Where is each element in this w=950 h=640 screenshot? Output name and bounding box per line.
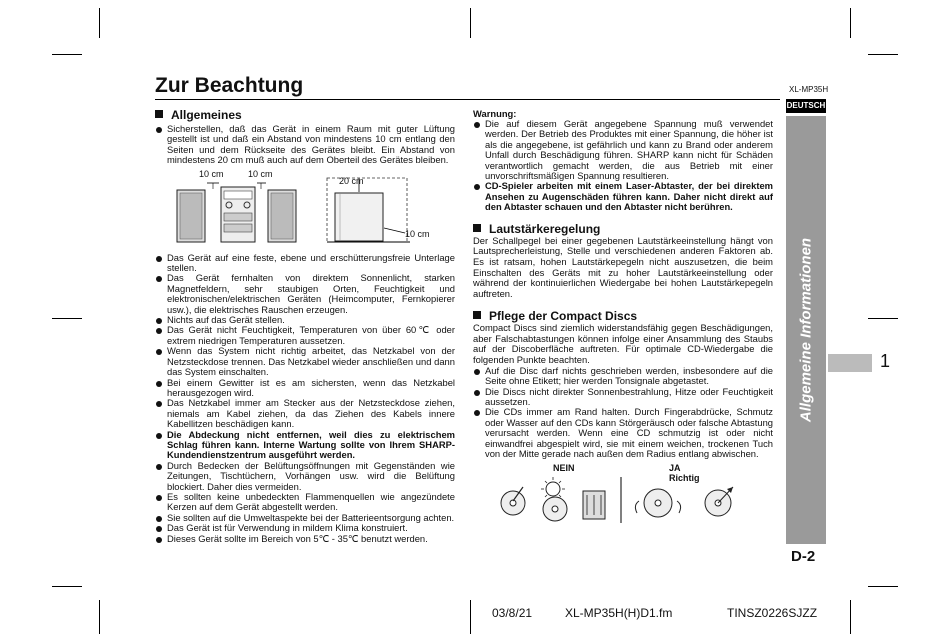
square-bullet-icon [473,311,481,319]
cd-care-bullets [473,366,773,460]
section-sidebar [786,116,826,544]
page-title: Zur Beachtung [155,74,304,97]
list-item: Das Netzkabel immer am Stecker aus der Netzsteckdose ziehen, niemals am Kabel ziehen, da das Ziehen des Kabels innere Kabellitzen beschädigen kann. [155,398,455,429]
crop-mark [868,54,898,55]
footer-date: 03/8/21 [492,606,533,620]
cd-care-heading-text: Pflege der Compact Discs [489,308,638,323]
left-gap-label: 10 cm [199,168,224,179]
crop-mark [52,54,82,55]
volume-text: Der Schallpegel bei einer gegebenen Lautstärkeeinstellung hängt von Lautsprecherleistung, Stelle und verschiedenen anderen Faktoren ab. Es ist ratsam, hohen Lautstärkepegeln nicht auszusetzen, die beim Einschalten des Geräts mit zu hoher Lautstärkeeinstellung oder während der kontinuierlichen Wiedergabe bei hohen Lautstärkepegeln auftreten. [473,234,773,300]
list-item: Bei einem Gewitter ist es am sichersten, wenn das Netzkabel herausgezogen wird. [155,378,455,399]
cd-handling-diagram [493,473,753,525]
list-item: Das Gerät ist für Verwendung in mildem Klima konstruiert. [155,523,455,533]
title-rule [155,99,780,100]
right-label: JA [669,463,681,474]
square-bullet-icon [473,224,481,232]
crop-mark [52,318,82,319]
list-item: Die Abdeckung nicht entfernen, weil dies zu elektrischem Schlag führen kann. Interne Wartung sollte von Ihrem SHARP-Kundendienstzentrum ausgeführt werden. [155,430,455,461]
crop-mark [470,8,471,38]
section-title: Allgemeine Informationen [797,237,815,423]
list-item: Wenn das System nicht richtig arbeitet, das Netzkabel von der Netzsteckdose trennen. Das Netzkabel wieder anschließen und dann das System einschalten. [155,346,455,377]
general-intro: Sicherstellen, daß das Gerät in einem Raum mit guter Lüftung gestellt ist und daß ein Abstand von mindestens 10 cm entlang den Seiten und dem Rückseite des Gerätes bleibt. Ein Abstand von mindestens 20 cm muß auch auf dem Oberteil des Gerätes bleiben. [155,124,455,166]
general-intro-list [155,124,455,166]
footer-code: TINSZ0226SJZZ [727,606,818,620]
ventilation-diagram [155,173,455,253]
crop-mark [470,600,471,634]
list-item: Dieses Gerät sollte im Bereich von 5℃ - 35℃ benutzt werden. [155,534,455,544]
footer-file: XL-MP35H(H)D1.fm [565,606,673,620]
square-bullet-icon [155,110,163,118]
list-item: Die Discs nicht direkter Sonnenbestrahlung, Hitze oder Feuchtigkeit aussetzen. [473,387,773,408]
warning-bullets [473,119,773,213]
crop-mark [52,586,82,587]
general-bullets [155,253,455,544]
list-item: Durch Bedecken der Belüftungsöffnungen mit Gegenständen wie Zeitungen, Tischtüchern, Vorhängen usw. wird die Belüftung blockiert. Daher dies vermeiden. [155,461,455,492]
list-item: CD-Spieler arbeiten mit einem Laser-Abtaster, der bei direktem Ansehen zu Augenschäden führen kann. Daher nicht direkt auf den Abtaster schauen und den Abtaster nicht berühren. [473,181,773,212]
crop-mark [850,600,851,634]
crop-mark [850,8,851,38]
cd-handling-figure [473,463,773,525]
volume-heading-text: Lautstärkeregelung [489,221,601,236]
volume-heading [473,222,773,236]
list-item: Nichts auf das Gerät stellen. [155,315,455,325]
crop-mark [868,318,898,319]
list-item: Die auf diesem Gerät angegebene Spannung muß verwendet werden. Der Betrieb des Produktes mit einer Spannung, die höher ist als die angegebene, ist gefährlich und kann zu Brand oder anderem Unfall durch Beschädigung führen. SHARP kann nicht für Schäden verantwortlich gemacht werden, die aus Betrieb mit einer unvorschriftsmäßigen Spannung resultieren. [473,119,773,181]
list-item: Das Gerät nicht Feuchtigkeit, Temperaturen von über 60℃ oder extrem niedrigen Temperaturen aussetzen. [155,325,455,346]
list-item: Das Gerät auf eine feste, ebene und erschütterungsfreie Unterlage stellen. [155,253,455,274]
general-heading-text: Allgemeines [171,108,242,122]
right-sublabel: Richtig [669,473,700,484]
chapter-number: 1 [880,351,891,371]
crop-mark [99,8,100,38]
general-section [155,108,455,544]
right-gap-label: 10 cm [248,168,273,179]
ventilation-figure [155,168,455,253]
cd-care-intro: Compact Discs sind ziemlich widerstandsfähig gegen Beschädigungen, aber Falschabtastungen können infolge einer Ansammlung des Staubs auf der Discoberfläche auftreten. Für optimale CD-Wiedergabe die folgenden Punkte beachten. [473,321,773,365]
crop-mark [99,600,100,634]
cd-care-heading [473,309,773,323]
back-gap-label: 10 cm [405,228,430,239]
model-label: XL-MP35H [789,85,829,94]
wrong-label: NEIN [553,463,575,474]
list-item: Auf die Disc darf nichts geschrieben werden, insbesondere auf die Seite ohne Etikett; hier werden Tonsignale abgetastet. [473,366,773,387]
right-column [473,108,773,525]
language-tab: DEUTSCH [786,99,826,113]
crop-mark [868,586,898,587]
page-number: D-2 [791,548,816,565]
list-item: Das Gerät fernhalten von direktem Sonnenlicht, starken Magnetfeldern, sehr staubigen Orten, Feuchtigkeit und elektronischen/elektrischen Geräten (Heimcomputer, Fernkopierer usw.), die elektrisches Rauschen erzeugen. [155,273,455,315]
chapter-bar [828,354,872,372]
list-item: Die CDs immer am Rand halten. Durch Fingerabdrücke, Schmutz oder Wasser auf den CDs kann Störgeräusch oder falsche Abtastung verursacht werden. Wenn eine CD schmutzig ist oder nicht einwandfrei abgespielt wird, sie mit einem weichen, trockenen Tuch von der Mitte gerade nach außen dem Radius entlang abwischen. [473,407,773,459]
list-item: Es sollten keine unbedeckten Flammenquellen wie angezündete Kerzen auf dem Gerät abgestellt werden. [155,492,455,513]
list-item: Sie sollten auf die Umweltaspekte bei der Batterieentsorgung achten. [155,513,455,523]
general-heading [155,108,455,122]
warning-heading: Warnung: [473,108,517,119]
top-gap-label: 20 cm [339,175,364,186]
